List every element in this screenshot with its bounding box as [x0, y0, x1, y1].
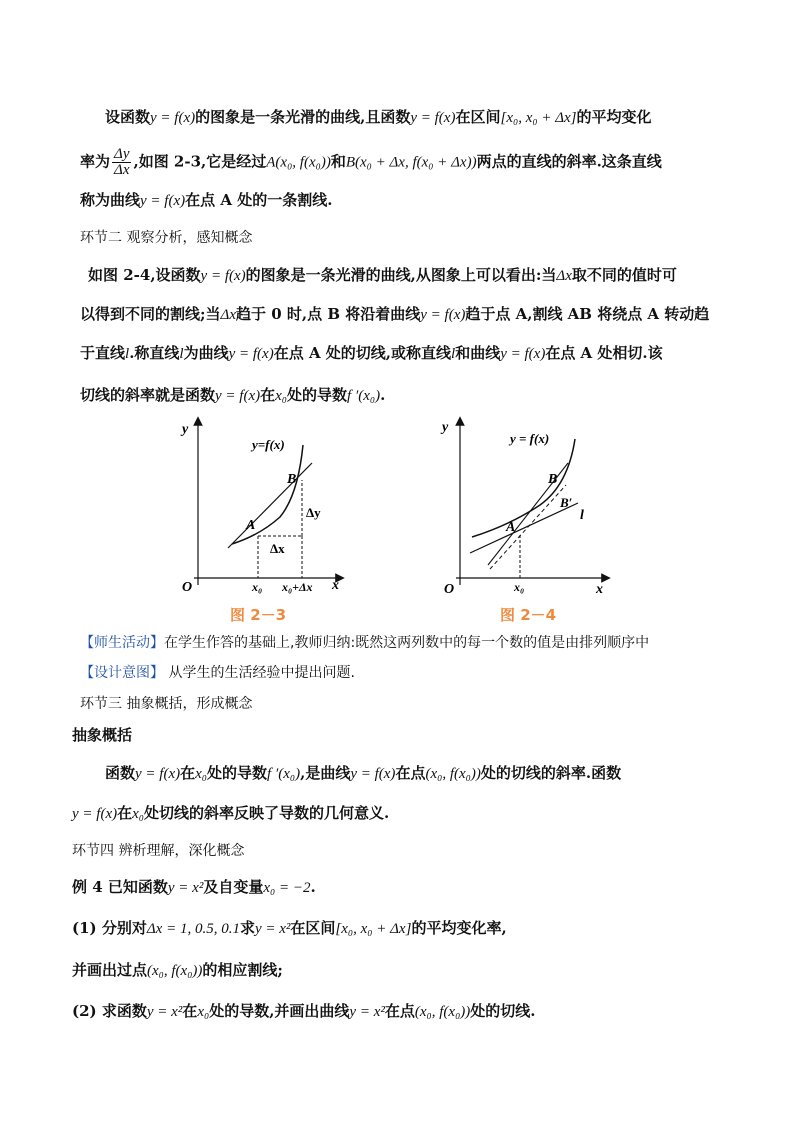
x-axis-label: x: [332, 578, 339, 593]
example-line1: 例 4 已知函数y = x²及自变量x₀ = −2.: [72, 878, 316, 896]
curve-label: y=f(x): [252, 437, 285, 452]
x0dx-label: x₀+Δx: [282, 580, 313, 594]
figure-2-3: [170, 415, 350, 595]
fraction-dy-dx: $\frac{\Delta y}{\Delta x}$: [114, 146, 130, 178]
x0-label: x₀: [514, 580, 525, 594]
para2-line3: 于直线l.称直线l为曲线y = f(x)在点 A 处的切线,或称直线l和曲线y = f(x)在点 A 处相切.该: [80, 344, 663, 362]
section4-title: 环节四 辨析理解，深化概念: [72, 843, 245, 859]
figure-2-3-caption: 图 2－3: [230, 606, 287, 624]
origin-label: O: [444, 582, 455, 595]
origin-label: O: [182, 580, 193, 595]
point-b-label: B: [287, 472, 297, 487]
curve: [232, 445, 303, 544]
para2-line1: 如图 2-4,设函数y = f(x)的图象是一条光滑的曲线,从图象上可以看出:当Δx取不同的值时可: [88, 266, 677, 284]
dx-label: Δx: [270, 541, 285, 556]
abstract-title: 抽象概括: [72, 726, 133, 744]
point-a-label: A: [506, 520, 516, 535]
x-axis-label: x: [596, 582, 603, 595]
secant-line: [228, 463, 312, 548]
design-intent: 【设计意图】 从学生的生活经验中提出问题.: [80, 665, 355, 681]
para1-line3: 称为曲线y = f(x)在点 A 处的一条割线.: [80, 191, 333, 209]
point-b-label: B: [548, 472, 558, 487]
section2-title: 环节二 观察分析，感知概念: [80, 230, 253, 246]
point-b-prime-label: B′: [560, 495, 573, 510]
x0-label: x₀: [252, 580, 263, 594]
para1-line1: 设函数y = f(x)的图象是一条光滑的曲线,且函数y = f(x)在区间[x₀, x₀ + Δx]的平均变化: [105, 108, 652, 126]
figure-2-4-caption: 图 2－4: [500, 606, 557, 624]
para2-line2: 以得到不同的割线;当Δx趋于 0 时,点 B 将沿着曲线y = f(x)趋于点 A,割线 AB 将绕点 A 转动趋: [80, 305, 710, 323]
example-line3: 并画出过点(x₀, f(x₀))的相应割线;: [72, 961, 283, 979]
y-axis-label: y: [182, 422, 189, 437]
line-l-label: l: [580, 508, 584, 523]
teacher-student-activity: 【师生活动】在学生作答的基础上,教师归纳:既然这两列数中的每一个数的值是由排列顺序中: [80, 635, 650, 651]
curve: [472, 439, 575, 537]
figure-2-4: [440, 415, 620, 595]
para3-line1: 函数y = f(x)在x₀处的导数f ′(x₀),是曲线y = f(x)在点(x₀, f(x₀))处的切线的斜率.函数: [105, 764, 622, 782]
point-a-label: A: [246, 518, 256, 533]
curve-label: y = f(x): [510, 431, 550, 446]
para2-line4: 切线的斜率就是函数y = f(x)在x₀处的导数f ′(x₀).: [80, 386, 386, 404]
example-line2: (1) 分别对Δx = 1, 0.5, 0.1求y = x²在区间[x₀, x₀ + Δx]的平均变化率,: [72, 919, 507, 937]
para3-line2: y = f(x)在x₀处切线的斜率反映了导数的几何意义.: [72, 804, 390, 822]
tangent-line: [470, 503, 578, 553]
dy-label: Δy: [306, 505, 321, 520]
section3-title: 环节三 抽象概括，形成概念: [80, 696, 253, 712]
example-line4: (2) 求函数y = x²在x₀处的导数,并画出曲线y = x²在点(x₀, f(x₀))处的切线.: [72, 1002, 536, 1020]
secant-ab-prime: [490, 485, 566, 569]
para1-line2: 率为 $\frac{\Delta y}{\Delta x}$ ,如图 2-3,它是经过A(x₀, f(x₀))和B(x₀ + Δx, f(x₀ + Δx))两点的直线的斜率.这条直线: [80, 146, 662, 178]
y-axis-label: y: [442, 420, 449, 435]
